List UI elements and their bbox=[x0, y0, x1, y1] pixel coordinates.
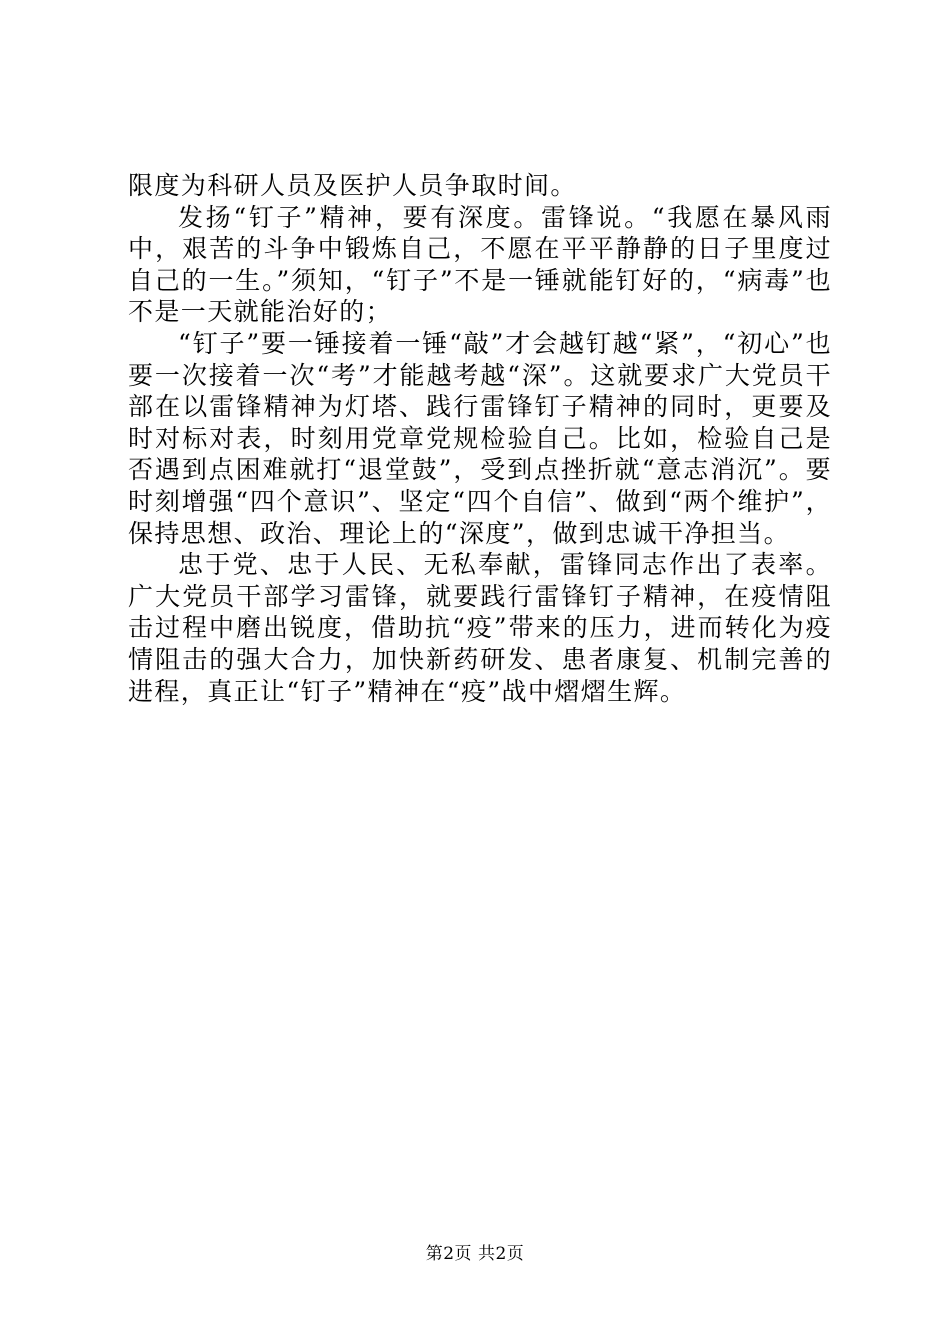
paragraph-nail-spirit-depth: 发扬“钉子”精神，要有深度。雷锋说。“我愿在暴风雨中，艰苦的斗争中锻炼自己，不愿在平平静静的日子里度过自己的一生。”须知，“钉子”不是一锤就能钉好的，“病毒”也不是一天就能治好的； bbox=[128, 202, 832, 327]
document-body bbox=[128, 170, 832, 707]
paragraph-continued: 限度为科研人员及医护人员争取时间。 bbox=[128, 171, 577, 200]
page-footer: 第2页 共2页 bbox=[425, 1244, 525, 1264]
paragraph-nail-hammering: “钉子”要一锤接着一锤“敲”才会越钉越“紧”，“初心”也要一次接着一次“考”才能越考越“深”。这就要求广大党员干部在以雷锋精神为灯塔、践行雷锋钉子精神的同时，更要及时对标对表，时刻用党章党规检验自己。比如，检验自己是否遇到点困难就打“退堂鼓”，受到点挫折就“意志消沉”。要时刻增强“四个意识”、坚定“四个自信”、做到“两个维护”，保持思想、政治、理论上的“深度”，做到忠诚干净担当。 bbox=[128, 328, 832, 548]
paragraph-loyalty-conclusion: 忠于党、忠于人民、无私奉献，雷锋同志作出了表率。广大党员干部学习雷锋，就要践行雷锋钉子精神，在疫情阻击过程中磨出锐度，借助抗“疫”带来的压力，进而转化为疫情阻击的强大合力，加快新药研发、患者康复、机制完善的进程，真正让“钉子”精神在“疫”战中熠熠生辉。 bbox=[128, 550, 832, 706]
